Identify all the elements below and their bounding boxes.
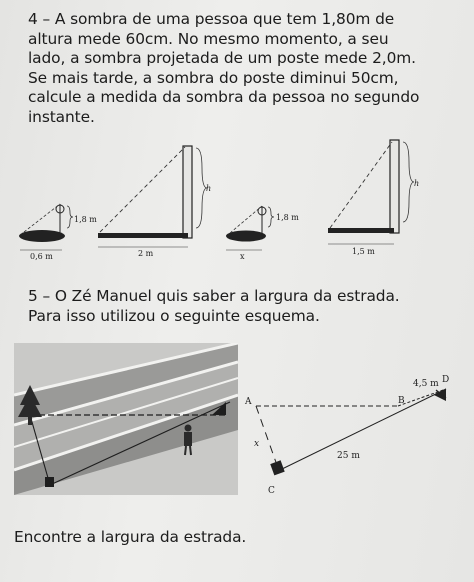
q4-line: 4 – A sombra de uma pessoa que tem 1,80m de [28, 10, 395, 28]
point-b-label: B [398, 396, 405, 406]
person-height-1-label: 1,8 m [74, 215, 97, 224]
point-c-label: C [268, 486, 275, 496]
geometric-scheme [244, 375, 449, 496]
person-height-2-label: 1,8 m [276, 213, 299, 222]
q4-line: lado, a sombra projetada de um poste mede 2,0m. [28, 49, 416, 68]
person-shadow-1-label: 0,6 m [30, 252, 53, 261]
point-a-label: A [245, 397, 252, 407]
segment-ac-label: x [254, 439, 260, 449]
segment-bd-label: 4,5 m [413, 379, 439, 389]
pole-shadow-2-label: 1,5 m [352, 247, 375, 256]
final-prompt: Encontre a largura da estrada. [14, 528, 247, 546]
q5-line: 5 – O Zé Manuel quis saber a largura da estrada. [28, 287, 400, 305]
q4-line: altura mede 60cm. No mesmo momento, a seu [28, 29, 389, 48]
man-leg-icon [190, 446, 191, 455]
segment-bc-label: 25 m [337, 451, 360, 461]
person-shadow-2-label: x [240, 252, 245, 261]
line-c-d [280, 389, 446, 470]
q4-line: calcule a medida da sombra da pessoa no segundo [28, 88, 420, 107]
q4-line: instante. [28, 107, 95, 126]
q4-line: Se mais tarde, a sombra do poste diminui 50cm, [28, 68, 399, 87]
point-d-label: D [442, 375, 450, 385]
pole-height-1-label: h [206, 184, 212, 193]
man-leg-icon [185, 446, 186, 455]
man-head-icon [185, 425, 192, 432]
pole-height-2-label: h [414, 179, 420, 188]
triangle-marker-d [434, 389, 446, 401]
man-body-icon [184, 432, 192, 446]
marker-post-c [270, 460, 284, 475]
line-a-c [256, 406, 278, 468]
road-illustration [14, 343, 238, 495]
pole-shadow-1-label: 2 m [138, 249, 154, 258]
q5-line: Para isso utilizou o seguinte esquema. [28, 307, 320, 325]
tree-trunk [28, 417, 32, 425]
marker-post [45, 477, 54, 487]
